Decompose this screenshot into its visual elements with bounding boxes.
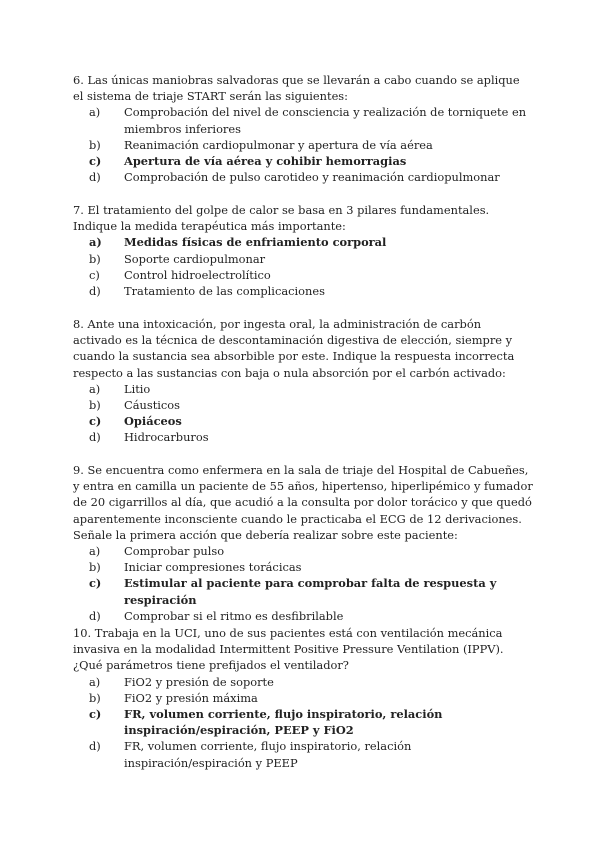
option-letter: c) xyxy=(89,576,102,591)
option-a-correct xyxy=(73,234,533,250)
answer-options xyxy=(73,381,533,446)
option-letter: c) xyxy=(89,267,100,282)
option-letter: a) xyxy=(89,105,101,120)
option-d xyxy=(73,738,533,770)
option-letter: b) xyxy=(89,690,101,705)
option-text: Medidas físicas de enfriamiento corporal xyxy=(124,235,387,250)
option-letter: b) xyxy=(89,560,101,575)
option-text: Opiáceos xyxy=(124,414,182,429)
option-text: Comprobación de pulso carotideo y reanimación cardiopulmonar xyxy=(124,170,500,185)
option-d xyxy=(73,429,533,445)
option-text: FR, volumen corriente, flujo inspiratorio, relación inspiración/espiración, PEEP y FiO2 xyxy=(124,707,443,738)
option-text: Iniciar compresiones torácicas xyxy=(124,560,302,575)
question-stem: 8. Ante una intoxicación, por ingesta oral, la administración de carbón activado es la técnica de descontaminación digestiva de elección, siempre y cuando la sustancia sea absorbible por este. Indique la respuesta incorrecta respecto a las sustancias con baja o nula absorción por el carbón activado: xyxy=(73,317,515,380)
option-d xyxy=(73,283,533,299)
option-text: Soporte cardiopulmonar xyxy=(124,251,266,266)
option-text: Reanimación cardiopulmonar y apertura de vía aérea xyxy=(124,137,433,152)
option-text: FR, volumen corriente, flujo inspiratorio, relación inspiración/espiración y PEEP xyxy=(124,739,412,770)
option-text: Cáusticos xyxy=(124,398,180,413)
option-c-correct xyxy=(73,153,533,169)
option-text: Comprobar pulso xyxy=(124,544,225,559)
option-b xyxy=(73,559,533,575)
question-stem: 9. Se encuentra como enfermera en la sala de triaje del Hospital de Cabueñes, y entra en camilla un paciente de 55 años, hipertenso, hiperlipémico y fumador de 20 cigarrillos al día, que acudió a la consulta por dolor torácico y que quedó aparentemente inconsciente cuando le practicaba el ECG de 12 derivaciones. Señale la primera acción que debería realizar sobre este paciente: xyxy=(73,463,533,542)
option-c-correct xyxy=(73,413,533,429)
option-text: Hidrocarburos xyxy=(124,430,209,445)
answer-options xyxy=(73,674,533,771)
option-a xyxy=(73,381,533,397)
answer-options xyxy=(73,104,533,185)
option-c-correct xyxy=(73,575,533,607)
option-text: Litio xyxy=(124,381,151,396)
question-stem: 10. Trabaja en la UCI, uno de sus pacientes está con ventilación mecánica invasiva en la modalidad Intermittent Positive Pressure Ventilation (IPPV). ¿Qué parámetros tiene prefijados el ventilador? xyxy=(73,626,504,673)
option-letter: d) xyxy=(89,608,101,623)
question-7 xyxy=(73,202,533,299)
question-9 xyxy=(73,462,533,624)
answer-options xyxy=(73,543,533,624)
option-letter: d) xyxy=(89,170,101,185)
option-text: Estimular al paciente para comprobar falta de respuesta y respiración xyxy=(124,576,497,607)
option-letter: d) xyxy=(89,430,101,445)
option-text: Comprobar si el ritmo es desfibrilable xyxy=(124,608,344,623)
question-6 xyxy=(73,72,533,185)
option-c xyxy=(73,267,533,283)
option-text: FiO2 y presión de soporte xyxy=(124,674,274,689)
option-letter: b) xyxy=(89,137,101,152)
option-b xyxy=(73,690,533,706)
option-a xyxy=(73,543,533,559)
option-text: FiO2 y presión máxima xyxy=(124,690,258,705)
question-10 xyxy=(73,625,533,771)
option-letter: d) xyxy=(89,284,101,299)
question-stem: 6. Las únicas maniobras salvadoras que se llevarán a cabo cuando se aplique el sistema de triaje START serán las siguientes: xyxy=(73,73,520,104)
option-letter: b) xyxy=(89,251,101,266)
option-b xyxy=(73,397,533,413)
question-stem: 7. El tratamiento del golpe de calor se basa en 3 pilares fundamentales. Indique la medida terapéutica más importante: xyxy=(73,203,490,234)
option-letter: a) xyxy=(89,544,101,559)
option-letter: a) xyxy=(89,235,102,250)
option-c-correct xyxy=(73,706,533,738)
option-letter: a) xyxy=(89,381,101,396)
option-letter: d) xyxy=(89,739,101,754)
option-letter: c) xyxy=(89,154,102,169)
option-b xyxy=(73,137,533,153)
option-letter: c) xyxy=(89,707,102,722)
option-letter: b) xyxy=(89,398,101,413)
option-b xyxy=(73,251,533,267)
option-d xyxy=(73,608,533,624)
question-8 xyxy=(73,316,533,446)
option-a xyxy=(73,674,533,690)
option-d xyxy=(73,169,533,185)
option-letter: a) xyxy=(89,674,101,689)
option-text: Tratamiento de las complicaciones xyxy=(124,284,325,299)
option-text: Control hidroelectrolítico xyxy=(124,267,271,282)
option-text: Apertura de vía aérea y cohibir hemorragias xyxy=(124,154,407,169)
option-text: Comprobación del nivel de consciencia y realización de torniquete en miembros inferiores xyxy=(124,105,527,136)
option-a xyxy=(73,104,533,136)
option-letter: c) xyxy=(89,414,102,429)
answer-options xyxy=(73,234,533,299)
